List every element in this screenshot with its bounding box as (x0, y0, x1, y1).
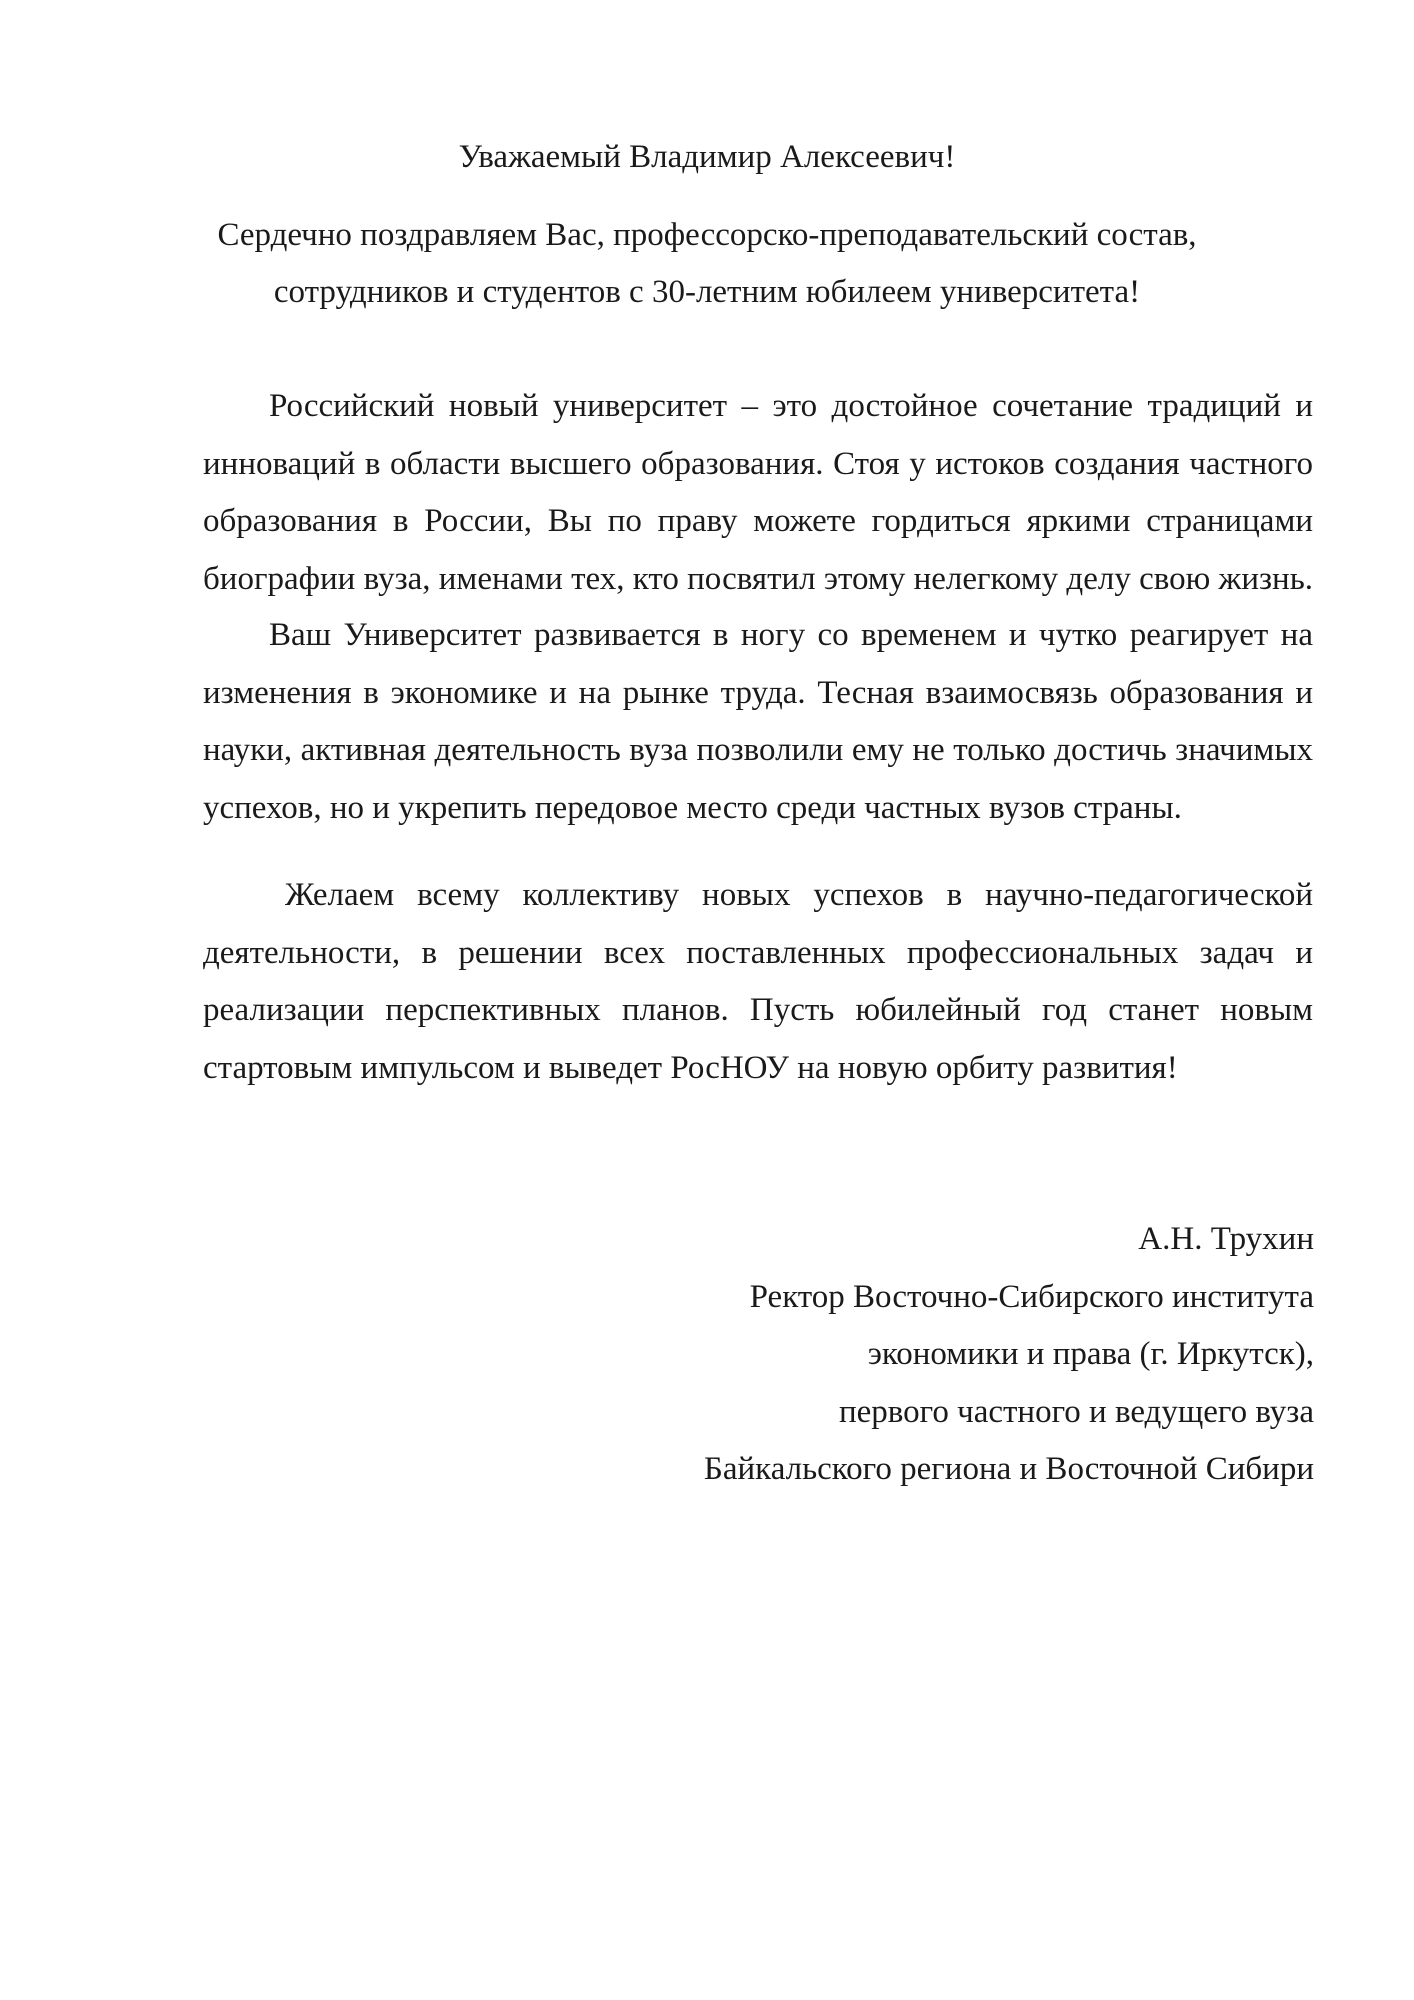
signature-name: А.Н. Трухин (1138, 1221, 1314, 1257)
paragraph-line: биографии вуза, именами тех, кто посвятил этому нелегкому делу свою жизнь. (203, 560, 1313, 597)
congratulation-line: сотрудников и студентов с 30-летним юбилеем университета! (273, 274, 1141, 310)
signature-title-line: Ректор Восточно-Сибирского института (749, 1278, 1314, 1315)
paragraph-line: инноваций в области высшего образования. Стоя у истоков создания частного (203, 445, 1313, 482)
signature-title-line: Байкальского региона и Восточной Сибири (703, 1451, 1314, 1487)
paragraph-line: успехов, но и укрепить передовое место среди частных вузов страны. (203, 789, 1182, 826)
paragraph-line: Российский новый университет – это достойное сочетание традиций и (269, 388, 1313, 424)
paragraph-wishes (203, 867, 1313, 1097)
signature-title-line: первого частного и ведущего вуза (838, 1393, 1314, 1430)
paragraph-line: науки, активная деятельность вуза позволили ему не только достичь значимых (203, 732, 1313, 768)
paragraph-university-development (203, 607, 1313, 837)
paragraph-line: изменения в экономике и на рынке труда. Тесная взаимосвязь образования и (203, 674, 1313, 711)
paragraph-line: Ваш Университет развивается в ногу со временем и чутко реагирует на (269, 617, 1313, 653)
letter-congratulation (0, 207, 1414, 321)
paragraph-line: реализации перспективных планов. Пусть юбилейный год станет новым (203, 992, 1313, 1028)
signature-title-line: экономики и права (г. Иркутск), (867, 1336, 1314, 1372)
signature-block (704, 1211, 1314, 1499)
paragraph-university-tradition (203, 378, 1313, 608)
paragraph-line: стартовым импульсом и выведет РосНОУ на новую орбиту развития! (203, 1049, 1178, 1086)
paragraph-line: образования в России, Вы по праву можете гордиться яркими страницами (203, 503, 1313, 539)
congratulation-line: Сердечно поздравляем Вас, профессорско-преподавательский состав, (217, 217, 1197, 253)
letter-greeting: Уважаемый Владимир Алексеевич! (458, 139, 956, 175)
paragraph-line: Желаем всему коллективу новых успехов в научно-педагогической (285, 877, 1313, 913)
paragraph-line: деятельности, в решении всех поставленных профессиональных задач и (203, 934, 1313, 971)
